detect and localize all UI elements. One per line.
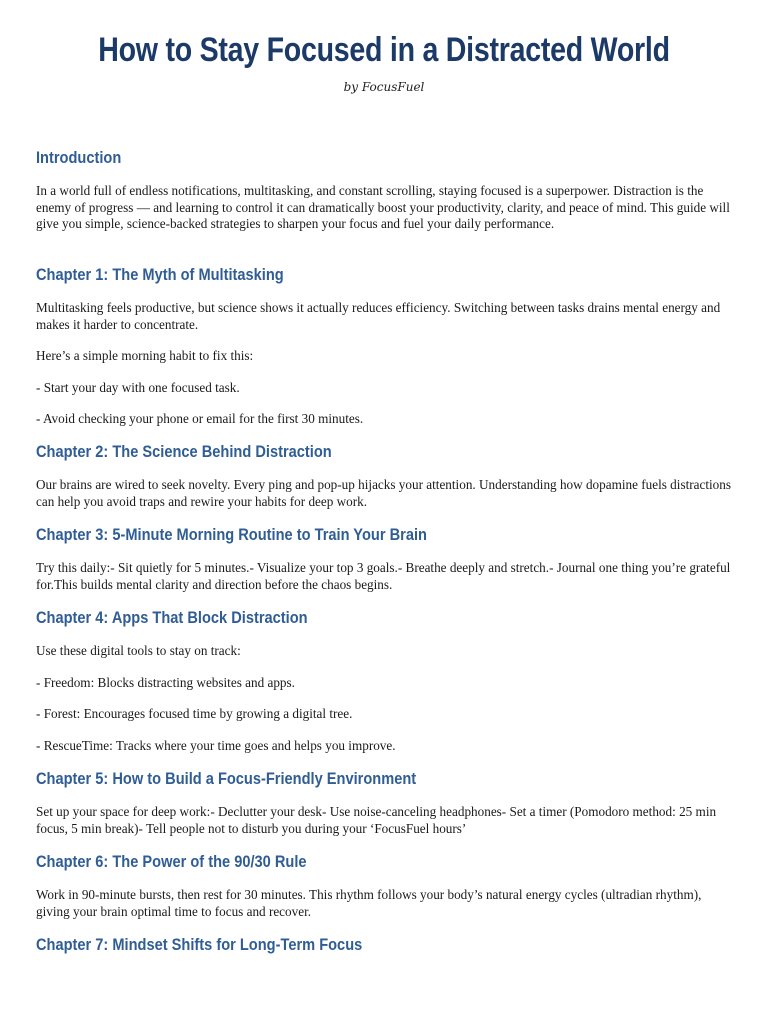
list-item: - RescueTime: Tracks where your time goes and helps you improve. — [36, 737, 396, 753]
paragraph: Set up your space for deep work:- Declutter your desk- Use noise-canceling headphones- Set a timer (Pomodoro method: 25 min focus, 5 min break)- Tell people not to disturb you during your ‘FocusFuel hours’ — [36, 804, 717, 836]
section-chapter-3 — [36, 524, 732, 593]
document-title: How to Stay Focused in a Distracted World — [98, 31, 670, 69]
section-heading: Chapter 2: The Science Behind Distraction — [36, 442, 332, 461]
section-chapter-5 — [36, 768, 732, 837]
list-item: - Start your day with one focused task. — [36, 379, 240, 395]
section-introduction — [36, 147, 732, 233]
list-item: - Freedom: Blocks distracting websites and apps. — [36, 674, 295, 690]
paragraph: Multitasking feels productive, but science shows it actually reduces efficiency. Switching between tasks drains mental energy and makes it harder to concentrate. — [36, 300, 721, 332]
section-chapter-1 — [36, 264, 732, 428]
paragraph: Try this daily:- Sit quietly for 5 minutes.- Visualize your top 3 goals.- Breathe deeply and stretch.- Journal one thing you’re grateful for.This builds mental clarity and direction before the chaos begins. — [36, 560, 731, 592]
section-chapter-6 — [36, 851, 732, 920]
section-heading: Introduction — [36, 148, 122, 167]
paragraph: Our brains are wired to seek novelty. Every ping and pop-up hijacks your attention. Understanding how dopamine fuels distractions can help you avoid traps and rewire your habits for deep work. — [36, 477, 731, 509]
section-heading: Chapter 5: How to Build a Focus-Friendly Environment — [36, 769, 417, 788]
paragraph: Work in 90-minute bursts, then rest for 30 minutes. This rhythm follows your body’s natural energy cycles (ultradian rhythm), giving your brain optimal time to focus and recover. — [36, 887, 702, 919]
section-heading: Chapter 1: The Myth of Multitasking — [36, 265, 284, 284]
list-item: - Forest: Encourages focused time by growing a digital tree. — [36, 706, 353, 722]
paragraph: Here’s a simple morning habit to fix this: — [36, 348, 254, 364]
paragraph: In a world full of endless notifications, multitasking, and constant scrolling, staying focused is a superpower. Distraction is the enemy of progress — and learning to control it can dramatically boost your productivity, clarity, and peace of mind. This guide will give you simple, science-backed strategies to sharpen your focus and fuel your daily performance. — [36, 183, 730, 232]
section-chapter-7 — [36, 934, 732, 956]
section-heading: Chapter 4: Apps That Block Distraction — [36, 608, 308, 627]
section-chapter-2 — [36, 441, 732, 510]
list-item: - Avoid checking your phone or email for the first 30 minutes. — [36, 411, 364, 427]
paragraph: Use these digital tools to stay on track: — [36, 643, 241, 658]
section-heading: Chapter 3: 5-Minute Morning Routine to Train Your Brain — [36, 525, 427, 544]
section-chapter-4 — [36, 607, 732, 754]
author-byline: by FocusFuel — [343, 80, 425, 94]
section-heading: Chapter 6: The Power of the 90/30 Rule — [36, 852, 307, 871]
section-heading: Chapter 7: Mindset Shifts for Long-Term Focus — [36, 935, 363, 954]
